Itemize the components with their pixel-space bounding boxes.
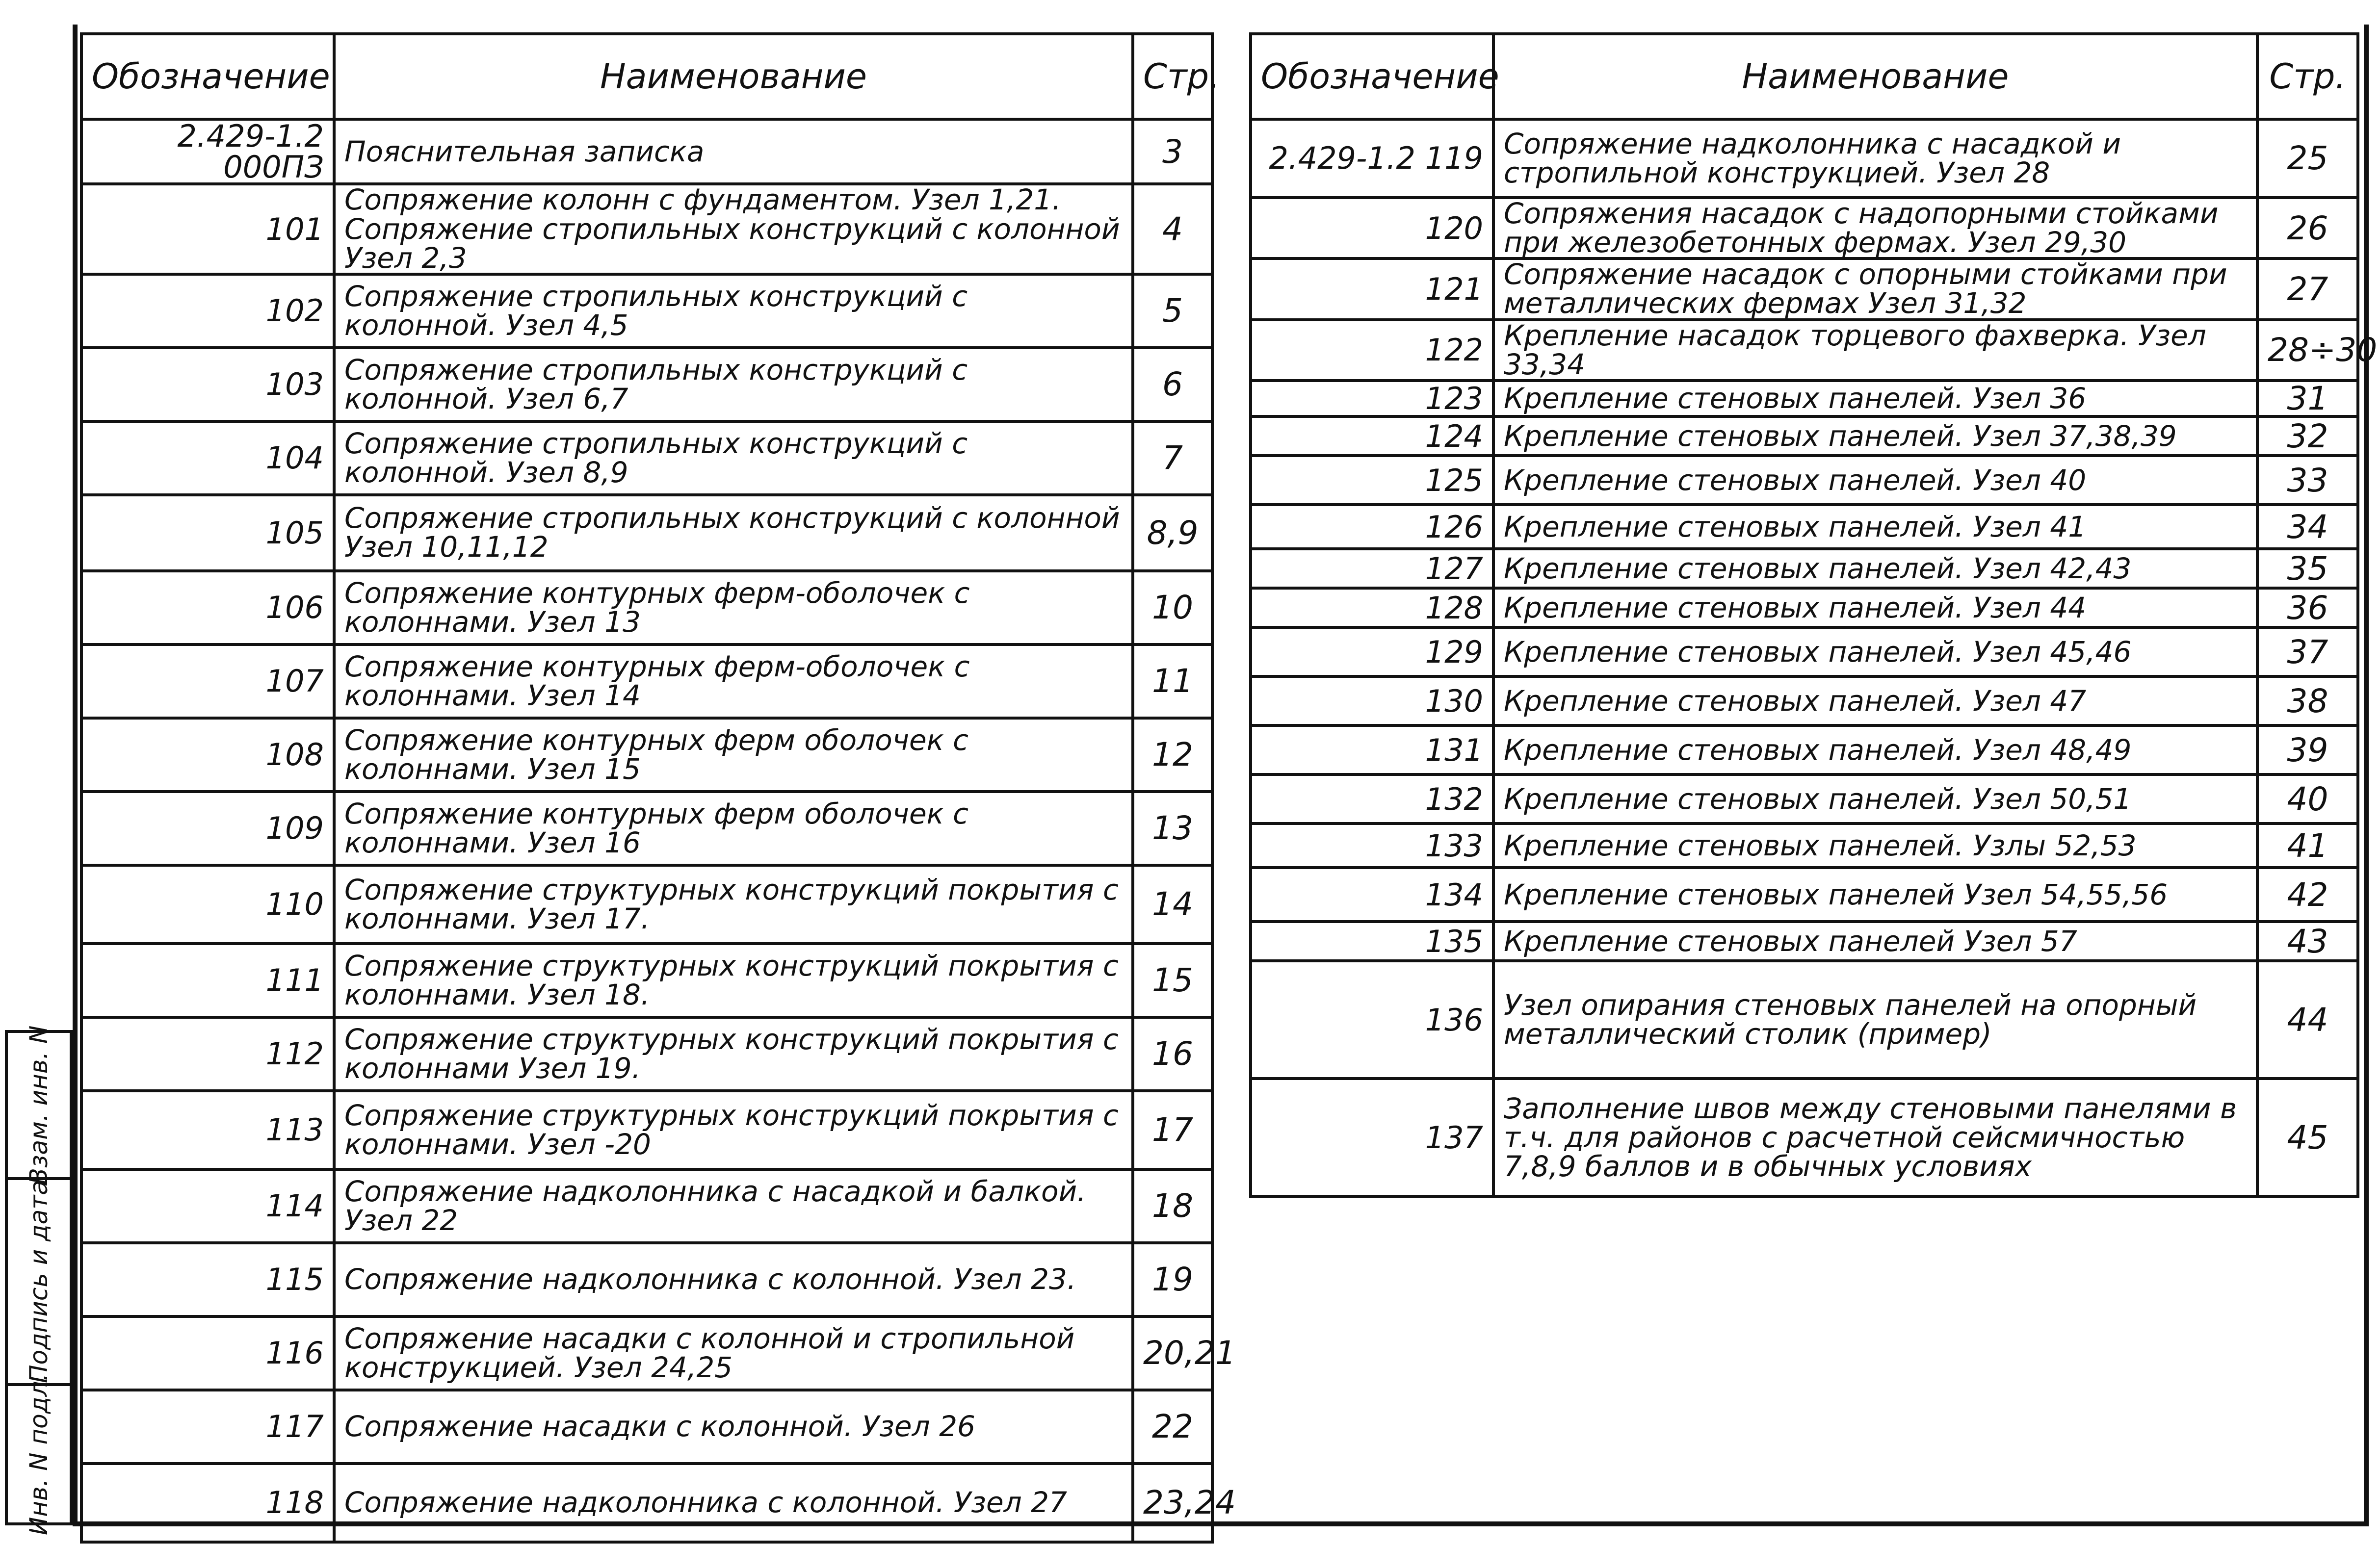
row-page: 14 [1133, 865, 1212, 944]
row-code: 105 [81, 495, 334, 571]
table-row [81, 718, 1212, 792]
table-row [81, 1243, 1212, 1316]
row-name: Узел опирания стеновых панелей на опорный металлический столик (пример) [1493, 961, 2257, 1079]
row-code: 117 [81, 1390, 334, 1464]
row-page: 32 [2257, 416, 2358, 456]
table-row [81, 1091, 1212, 1169]
table-row [1251, 774, 2358, 824]
row-code: 131 [1251, 725, 1493, 774]
table-row [1251, 824, 2358, 868]
row-name: Крепление стеновых панелей. Узлы 52,53 [1493, 824, 2257, 868]
row-code: 121 [1251, 258, 1493, 319]
drawing-index-table-left [80, 32, 1236, 1544]
row-page: 8,9 [1133, 495, 1212, 571]
row-page: 5 [1133, 274, 1212, 348]
row-name: Сопряжение структурных конструкций покрытия с колоннами. Узел 17. [334, 865, 1133, 944]
row-name: Крепление стеновых панелей. Узел 44 [1493, 588, 2257, 627]
row-name: Сопряжение контурных ферм оболочек с колоннами. Узел 15 [334, 718, 1133, 792]
row-page: 26 [2257, 198, 2358, 258]
row-page: 16 [1133, 1017, 1212, 1091]
row-page: 34 [2257, 505, 2358, 549]
stamp-label-replaced-inv: Взам. инв. N [25, 1025, 53, 1185]
row-code: 130 [1251, 676, 1493, 725]
row-page: 13 [1133, 792, 1212, 865]
table-row [1251, 922, 2358, 961]
row-page: 27 [2257, 258, 2358, 319]
table-row [81, 944, 1212, 1017]
row-name: Сопряжение насадки с колонной и стропильной конструкцией. Узел 24,25 [334, 1316, 1133, 1390]
row-page: 44 [2257, 961, 2358, 1079]
row-page: 38 [2257, 676, 2358, 725]
row-name: Пояснительная записка [334, 119, 1133, 184]
row-page: 45 [2257, 1079, 2358, 1196]
header-page: Стр. [2257, 34, 2358, 119]
table-row [1251, 119, 2358, 198]
row-name: Крепление стеновых панелей. Узел 42,43 [1493, 549, 2257, 588]
row-page: 23,24 [1133, 1464, 1212, 1542]
row-code: 125 [1251, 456, 1493, 505]
table-row [81, 348, 1212, 421]
row-code: 129 [1251, 627, 1493, 676]
row-name: Заполнение швов между стеновыми панелями в т.ч. для районов с расчетной сейсмичностью 7,8,9 баллов и в обычных условиях [1493, 1079, 2257, 1196]
row-page: 19 [1133, 1243, 1212, 1316]
table-row [1251, 456, 2358, 505]
row-name: Сопряжение контурных ферм-оболочек с колоннами. Узел 13 [334, 571, 1133, 644]
row-page: 25 [2257, 119, 2358, 198]
row-name: Крепление стеновых панелей Узел 54,55,56 [1493, 868, 2257, 922]
row-code: 115 [81, 1243, 334, 1316]
row-code: 120 [1251, 198, 1493, 258]
table-row [1251, 961, 2358, 1079]
row-code: 110 [81, 865, 334, 944]
approval-stamp [5, 1025, 73, 1536]
row-page: 33 [2257, 456, 2358, 505]
table-row [1251, 381, 2358, 416]
table-row [1251, 198, 2358, 258]
row-page: 35 [2257, 549, 2358, 588]
table-row [1251, 725, 2358, 774]
row-name: Сопряжение структурных конструкций покрытия с колоннами Узел 19. [334, 1017, 1133, 1091]
row-name: Крепление стеновых панелей. Узел 50,51 [1493, 774, 2257, 824]
drawing-index-table-right [1249, 32, 2378, 1198]
row-code: 114 [81, 1169, 334, 1243]
row-name: Крепление стеновых панелей. Узел 40 [1493, 456, 2257, 505]
row-code: 106 [81, 571, 334, 644]
table-row [81, 865, 1212, 944]
row-page: 41 [2257, 824, 2358, 868]
row-name: Крепление стеновых панелей Узел 57 [1493, 922, 2257, 961]
table-row [1251, 258, 2358, 319]
table-row [81, 119, 1212, 184]
table-row [1251, 868, 2358, 922]
table-row [81, 644, 1212, 718]
header-code: Обозначение [1251, 34, 1493, 119]
row-code: 122 [1251, 320, 1493, 381]
row-name: Сопряжение насадки с колонной. Узел 26 [334, 1390, 1133, 1464]
row-page: 28÷30 [2257, 320, 2358, 381]
row-name: Сопряжение стропильных конструкций с колонной Узел 10,11,12 [334, 495, 1133, 571]
table-row [81, 1316, 1212, 1390]
row-page: 43 [2257, 922, 2358, 961]
stamp-label-signature-date: Подпись и дата [25, 1180, 53, 1384]
stamp-label-inv-original: Инв. N подл. [25, 1373, 53, 1536]
row-code: 137 [1251, 1079, 1493, 1196]
row-page: 10 [1133, 571, 1212, 644]
row-code: 107 [81, 644, 334, 718]
row-code: 128 [1251, 588, 1493, 627]
table-row [81, 1390, 1212, 1464]
row-code: 136 [1251, 961, 1493, 1079]
row-code: 116 [81, 1316, 334, 1390]
row-name: Крепление стеновых панелей. Узел 37,38,39 [1493, 416, 2257, 456]
row-page: 12 [1133, 718, 1212, 792]
table-row [81, 184, 1212, 274]
row-page: 42 [2257, 868, 2358, 922]
row-code: 104 [81, 421, 334, 495]
table-row [1251, 416, 2358, 456]
row-code: 113 [81, 1091, 334, 1169]
row-code: 124 [1251, 416, 1493, 456]
row-name: Крепление стеновых панелей. Узел 47 [1493, 676, 2257, 725]
row-name: Сопряжение стропильных конструкций с колонной. Узел 8,9 [334, 421, 1133, 495]
row-page: 17 [1133, 1091, 1212, 1169]
row-page: 11 [1133, 644, 1212, 718]
table-row [81, 1169, 1212, 1243]
frame-right-border [2364, 25, 2369, 1526]
table-row [1251, 549, 2358, 588]
header-name: Наименование [334, 34, 1133, 119]
header-name: Наименование [1493, 34, 2257, 119]
row-code: 132 [1251, 774, 1493, 824]
row-page: 15 [1133, 944, 1212, 1017]
row-name: Крепление стеновых панелей. Узел 36 [1493, 381, 2257, 416]
row-name: Сопряжение надколонника с насадкой и балкой. Узел 22 [334, 1169, 1133, 1243]
row-code: 108 [81, 718, 334, 792]
table-row [81, 274, 1212, 348]
row-code: 2.429-1.2 000ПЗ [81, 119, 334, 184]
row-code: 134 [1251, 868, 1493, 922]
row-name: Крепление стеновых панелей. Узел 45,46 [1493, 627, 2257, 676]
row-name: Сопряжение структурных конструкций покрытия с колоннами. Узел -20 [334, 1091, 1133, 1169]
row-name: Сопряжение стропильных конструкций с колонной. Узел 4,5 [334, 274, 1133, 348]
row-page: 20,21 [1133, 1316, 1212, 1390]
row-page: 40 [2257, 774, 2358, 824]
table-row [81, 792, 1212, 865]
row-page: 22 [1133, 1390, 1212, 1464]
table-row [1251, 1079, 2358, 1196]
table-row [1251, 676, 2358, 725]
table-row [81, 1464, 1212, 1542]
row-code: 109 [81, 792, 334, 865]
row-code: 102 [81, 274, 334, 348]
table-row [1251, 588, 2358, 627]
row-code: 126 [1251, 505, 1493, 549]
row-name: Сопряжение насадок с опорными стойками при металлических фермах Узел 31,32 [1493, 258, 2257, 319]
header-page: Стр. [1133, 34, 1212, 119]
row-code: 123 [1251, 381, 1493, 416]
stamp-cell-replaced-inv [8, 1025, 70, 1185]
row-name: Сопряжение контурных ферм оболочек с колоннами. Узел 16 [334, 792, 1133, 865]
row-code: 133 [1251, 824, 1493, 868]
row-name: Крепление стеновых панелей. Узел 41 [1493, 505, 2257, 549]
row-name: Сопряжение стропильных конструкций с колонной. Узел 6,7 [334, 348, 1133, 421]
row-name: Крепление стеновых панелей. Узел 48,49 [1493, 725, 2257, 774]
table-row [1251, 505, 2358, 549]
row-code: 112 [81, 1017, 334, 1091]
table-row [81, 421, 1212, 495]
row-page: 6 [1133, 348, 1212, 421]
stamp-cell-signature-date [8, 1180, 70, 1386]
row-name: Сопряжение надколонника с колонной. Узел 23. [334, 1243, 1133, 1316]
row-name: Сопряжение колонн с фундаментом. Узел 1,21. Сопряжение стропильных конструкций с колонной Узел 2,3 [334, 184, 1133, 274]
row-page: 7 [1133, 421, 1212, 495]
row-name: Сопряжение надколонника с колонной. Узел 27 [334, 1464, 1133, 1542]
frame-left-border [73, 25, 78, 1525]
row-name: Сопряжения насадок с надопорными стойками при железобетонных фермах. Узел 29,30 [1493, 198, 2257, 258]
row-name: Сопряжение надколонника с насадкой и стропильной конструкцией. Узел 28 [1493, 119, 2257, 198]
row-code: 2.429-1.2 119 [1251, 119, 1493, 198]
row-name: Сопряжение структурных конструкций покрытия с колоннами. Узел 18. [334, 944, 1133, 1017]
header-code: Обозначение [81, 34, 334, 119]
row-page: 3 [1133, 119, 1212, 184]
table-row [1251, 320, 2358, 381]
row-page: 4 [1133, 184, 1212, 274]
row-code: 118 [81, 1464, 334, 1542]
row-code: 111 [81, 944, 334, 1017]
row-code: 103 [81, 348, 334, 421]
table-header-row [81, 34, 1212, 119]
row-page: 36 [2257, 588, 2358, 627]
table-row [81, 571, 1212, 644]
row-page: 18 [1133, 1169, 1212, 1243]
table-row [81, 1017, 1212, 1091]
row-name: Сопряжение контурных ферм-оболочек с колоннами. Узел 14 [334, 644, 1133, 718]
row-page: 39 [2257, 725, 2358, 774]
row-code: 135 [1251, 922, 1493, 961]
row-code: 127 [1251, 549, 1493, 588]
row-name: Крепление насадок торцевого фахверка. Узел 33,34 [1493, 320, 2257, 381]
stamp-cell-inv-original [8, 1373, 70, 1536]
table-row [81, 495, 1212, 571]
table-header-row [1251, 34, 2358, 119]
table-row [1251, 627, 2358, 676]
row-page: 31 [2257, 381, 2358, 416]
row-page: 37 [2257, 627, 2358, 676]
row-code: 101 [81, 184, 334, 274]
